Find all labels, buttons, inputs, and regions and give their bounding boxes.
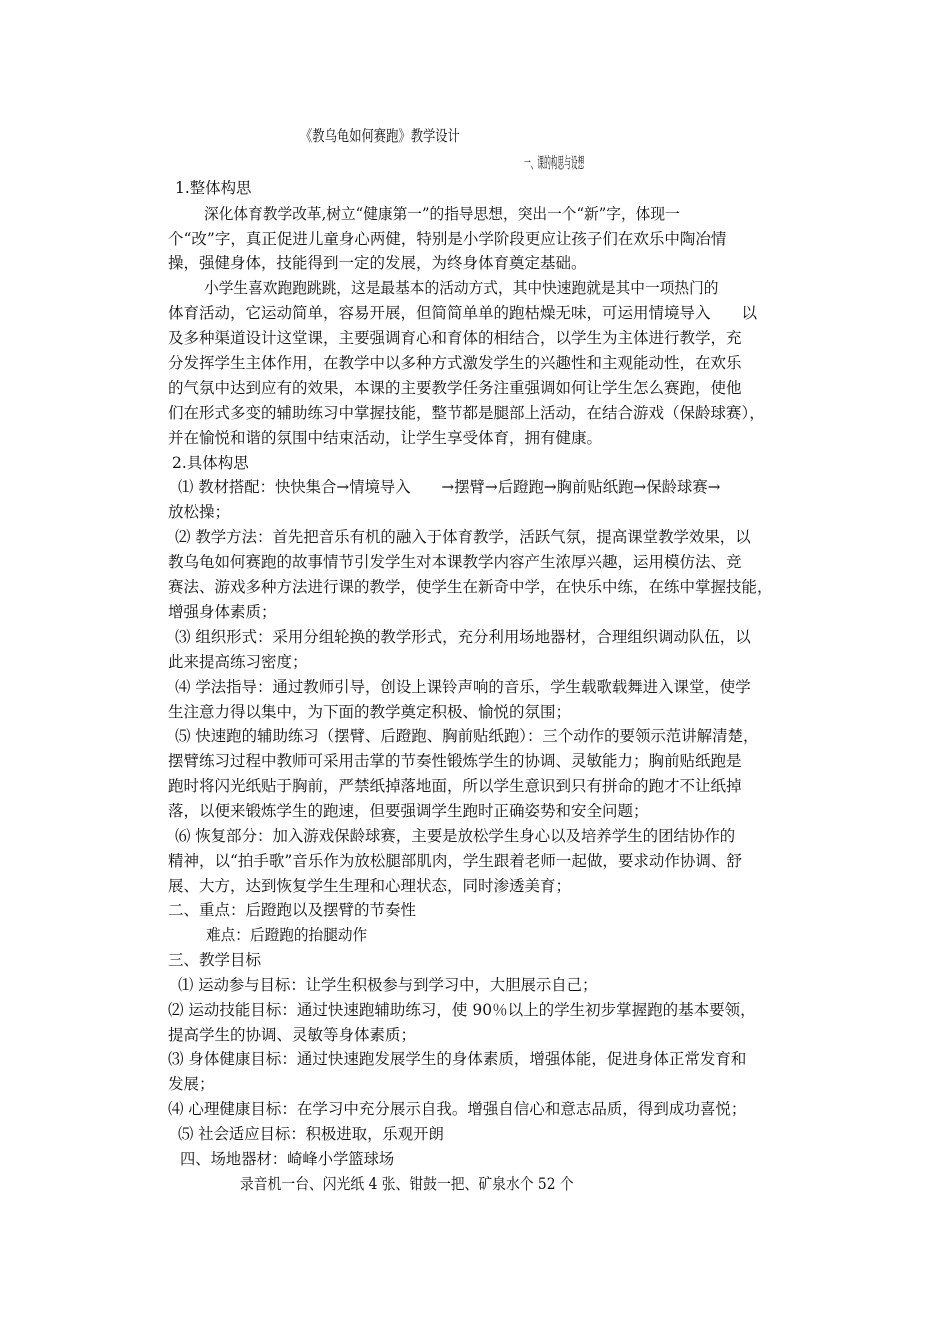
paragraph-line: 分发挥学生主体作用，在教学中以多种方式激发学生的兴趣性和主观能动性，在欢乐 bbox=[168, 354, 742, 372]
list-item: ⑷ 学法指导：通过教师引导，创设上课铃声响的音乐，学生载歌载舞进入课堂，使学 bbox=[175, 678, 751, 696]
paragraph-line: 体育活动，它运动简单，容易开展，但简简单单的跑枯燥无味，可运用情境导入 以 bbox=[168, 304, 758, 322]
list-item: ⑸ 快速跑的辅助练习（摆臂、后蹬跑、胸前贴纸跑）：三个动作的要领示范讲解清楚， bbox=[175, 727, 759, 745]
goal-item: ⑷ 心理健康目标：在学习中充分展示自我。增强自信心和意志品质，得到成功喜悦； bbox=[168, 1100, 747, 1118]
key-point-heading: 二、重点：后蹬跑以及摆臂的节奏性 bbox=[168, 901, 417, 919]
list-item-continuation: 生注意力得以集中，为下面的教学奠定积极、愉悦的氛围； bbox=[168, 703, 572, 721]
section-heading-3: 三、教学目标 bbox=[168, 951, 262, 969]
goal-item-continuation: 提高学生的协调、灵敏等身体素质； bbox=[168, 1026, 417, 1044]
subheading-overall: 1.整体构思 bbox=[175, 179, 252, 197]
list-item-continuation: 赛法、游戏多种方法进行课的教学，使学生在新奇中学，在快乐中练，在练中掌握技能， bbox=[168, 578, 773, 596]
list-item-continuation: 精神，以“拍手歌”音乐作为放松腿部肌肉，学生跟着老师一起做，要求动作协调、舒 bbox=[168, 852, 742, 870]
paragraph-line: 的气氛中达到应有的效果，本课的主要教学任务注重强调如何让学生怎么赛跑，使他 bbox=[168, 379, 742, 397]
subheading-specific: 2.具体构思 bbox=[172, 454, 249, 472]
goal-item: ⑵ 运动技能目标：通过快速跑辅助练习，使 90％以上的学生初步掌握跑的基本要领， bbox=[168, 1001, 756, 1019]
list-item: ⑹ 恢复部分：加入游戏保龄球赛，主要是放松学生身心以及培养学生的团结协作的 bbox=[175, 827, 736, 845]
list-item: ⑵ 教学方法：首先把音乐有机的融入于体育教学，活跃气氛，提高课堂教学效果，以 bbox=[175, 528, 751, 546]
paragraph-line: 深化体育教学改革,树立“健康第一”的指导思想，突出一个“新”字，体现一 bbox=[204, 205, 680, 223]
goal-item: ⑶ 身体健康目标：通过快速跑发展学生的身体素质，增强体能，促进身体正常发育和 bbox=[168, 1050, 747, 1068]
paragraph-line: 并在愉悦和谐的氛围中结束活动，让学生享受体育，拥有健康。 bbox=[168, 429, 603, 447]
paragraph-line: 小学生喜欢跑跑跳跳，这是最基本的活动方式，其中快速跑就是其中一项热门的 bbox=[204, 279, 719, 297]
list-item-continuation: 增强身体素质； bbox=[168, 603, 277, 621]
list-item-continuation: 教乌龟如何赛跑的故事情节引发学生对本课教学内容产生浓厚兴趣，运用模仿法、竞 bbox=[168, 553, 742, 571]
list-item: ⑴ 教材搭配：快快集合→情境导入 →摆臂→后蹬跑→胸前贴纸跑→保龄球赛→ bbox=[178, 478, 721, 496]
goal-item-continuation: 发展； bbox=[168, 1075, 215, 1093]
document-title: 《教乌龟如何赛跑》教学设计 bbox=[300, 127, 460, 145]
list-item: ⑶ 组织形式：采用分组轮换的教学形式，充分利用场地器材，合理组织调动队伍，以 bbox=[175, 628, 751, 646]
goal-item: ⑸ 社会适应目标：积极进取，乐观开朗 bbox=[178, 1125, 444, 1143]
list-item-continuation: 落，以便来锻炼学生的跑速，但要强调学生跑时正确姿势和安全问题； bbox=[168, 802, 649, 820]
paragraph-line: 们在形式多变的辅助练习中掌握技能，整节都是腿部上活动，在结合游戏（保龄球赛）， bbox=[168, 404, 765, 422]
paragraph-line: 及多种渠道设计这堂课，主要强调育心和育体的相结合，以学生为主体进行教学，充 bbox=[168, 329, 742, 347]
section-heading-1: 一、课的构思与设想 bbox=[524, 154, 585, 172]
list-item-continuation: 跑时将闪光纸贴于胸前，严禁纸掉落地面，所以学生意识到只有拼命的跑才不让纸掉 bbox=[168, 777, 742, 795]
list-item-continuation: 此来提高练习密度； bbox=[168, 653, 308, 671]
section-heading-4: 四、场地器材：崎峰小学篮球场 bbox=[180, 1150, 395, 1168]
paragraph-line: 操，强健身体，技能得到一定的发展，为终身体育奠定基础。 bbox=[168, 254, 587, 272]
difficulty-line: 难点：后蹬跑的抬腿动作 bbox=[206, 926, 368, 944]
list-item-continuation: 展、大方，达到恢复学生生理和心理状态，同时渗透美育； bbox=[168, 877, 572, 895]
equipment-line: 录音机一台、闪光纸 4 张、钳鼓一把、矿泉水个 52 个 bbox=[240, 1175, 574, 1193]
list-item-continuation: 摆臂练习过程中教师可采用击掌的节奏性锻炼学生的协调、灵敏能力；胸前贴纸跑是 bbox=[168, 752, 742, 770]
goal-item: ⑴ 运动参与目标：让学生积极参与到学习中，大胆展示自己； bbox=[178, 976, 598, 994]
paragraph-line: 个“改”字，真正促进儿童身心两健，特别是小学阶段更应让孩子们在欢乐中陶冶情 bbox=[168, 230, 727, 248]
list-item-continuation: 放松操； bbox=[168, 503, 231, 521]
